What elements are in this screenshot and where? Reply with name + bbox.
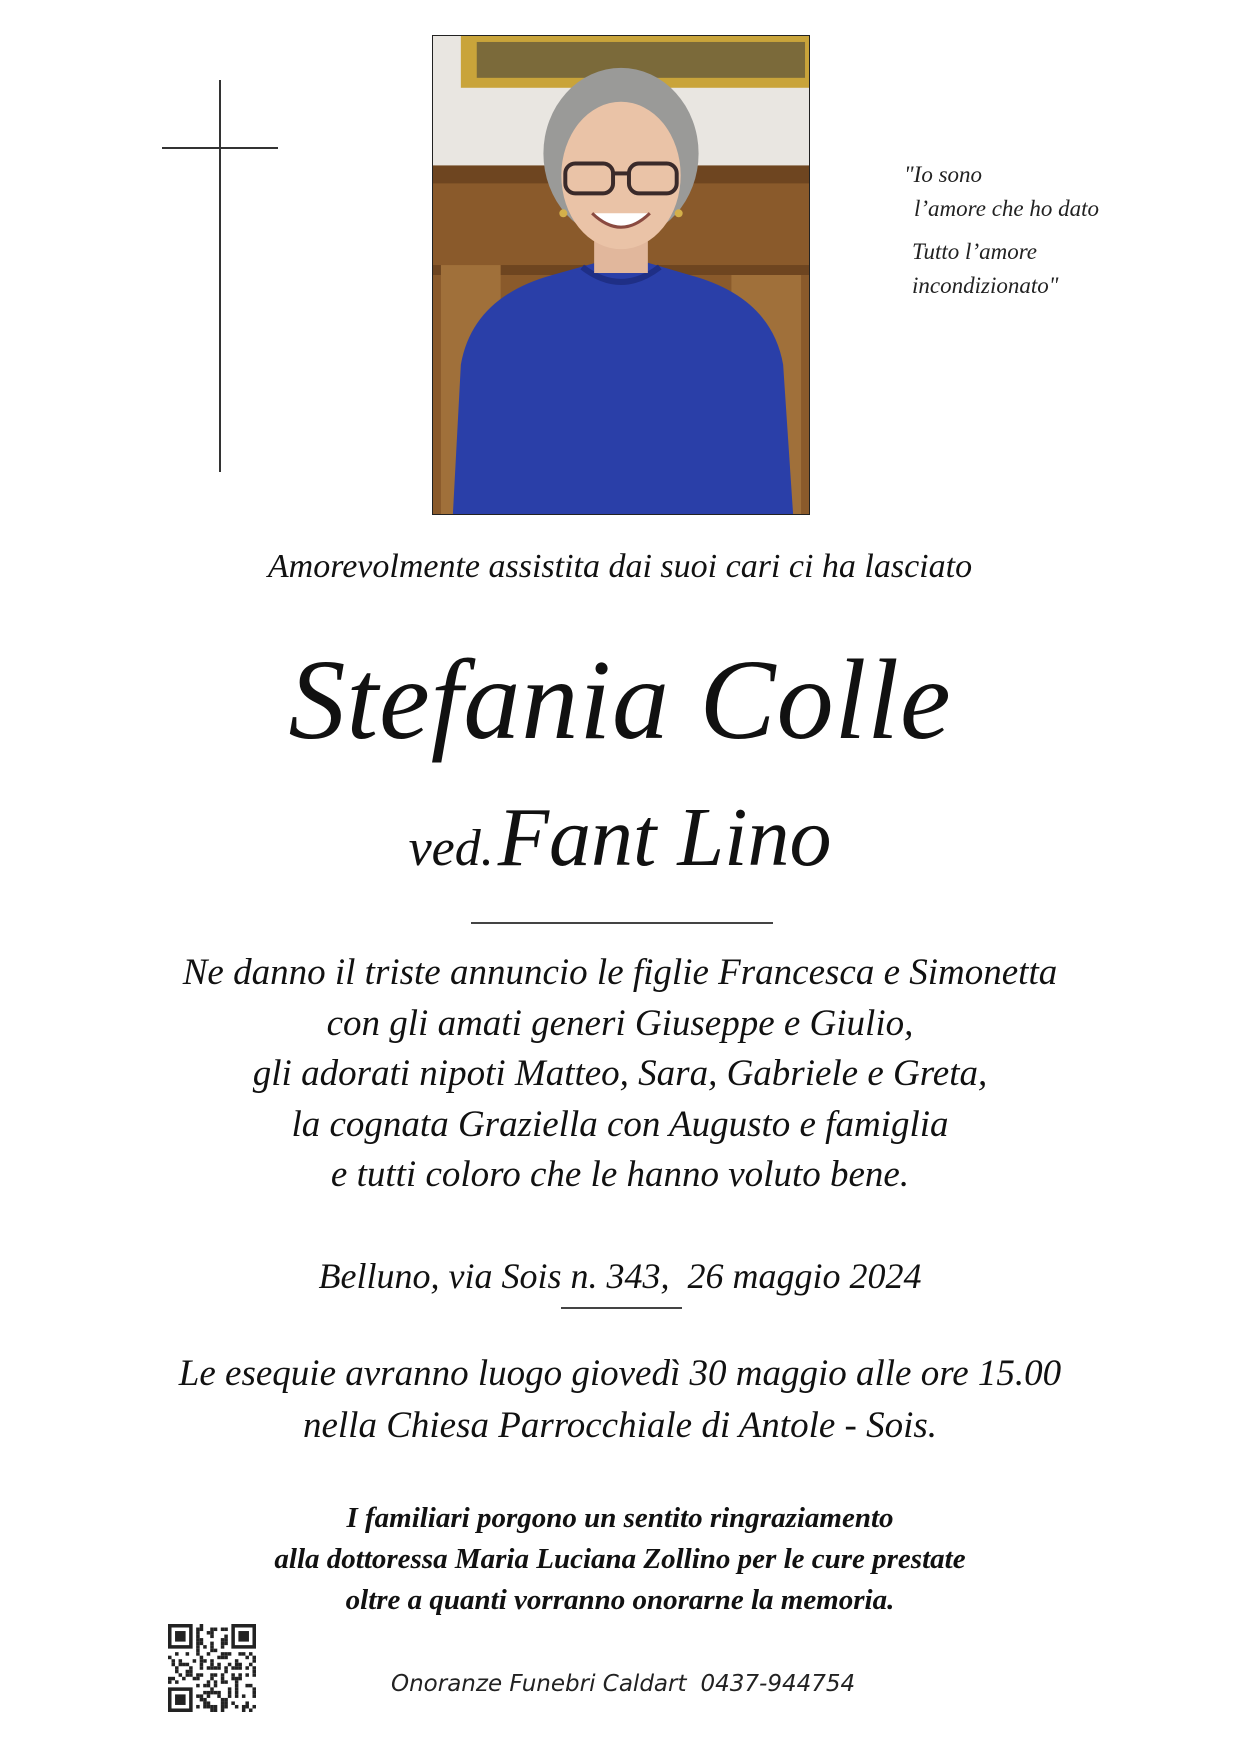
family-announcement [0,948,1240,1201]
intro-text: Amorevolmente assistita dai suoi cari ci ha lasciato [267,548,973,585]
quote-line: "Io sono [904,162,983,187]
funeral-details [0,1348,1240,1452]
agency-phone: 0437-944754 [700,1671,856,1697]
cross-vertical-line [219,80,221,472]
husband-name: Fant Lino [497,791,832,884]
quote-line: incondizionato" [912,273,1059,298]
divider [561,1307,682,1309]
epitaph-quote [904,158,1099,303]
announcement-line: Ne danno il triste annuncio le figlie Francesca e Simonetta [182,952,1058,993]
widow-prefix: ved. [408,820,494,877]
funeral-agency [391,1671,855,1697]
funeral-line: nella Chiesa Parrocchiale di Antole - Sois. [302,1405,938,1446]
qr-code-icon[interactable] [168,1624,256,1712]
agency-name: Onoranze Funebri Caldart [391,1671,687,1697]
thanks-line: oltre a quanti vorranno onorarne la memoria. [345,1584,895,1616]
announcement-line: e tutti coloro che le hanno voluto bene. [330,1154,910,1195]
thanks-line: alla dottoressa Maria Luciana Zollino per le cure prestate [274,1543,966,1575]
announcement-line: la cognata Graziella con Augusto e famiglia [291,1103,949,1145]
announcement-line: con gli amati generi Giuseppe e Giulio, [326,1002,914,1044]
widow-line [0,793,1240,906]
quote-line: Tutto l’amore [912,239,1038,264]
deceased-name: Stefania Colle [288,636,952,763]
announcement-line: gli adorati nipoti Matteo, Sara, Gabriele e Greta, [252,1053,988,1094]
place-date: Belluno, via Sois n. 343, 26 maggio 2024 [318,1256,922,1296]
thanks-note [0,1498,1240,1621]
divider [471,922,773,924]
cross-horizontal-line [162,147,278,149]
quote-line: l’amore che ho dato [914,196,1100,221]
funeral-line: Le esequie avranno luogo giovedì 30 maggio alle ore 15.00 [178,1353,1062,1394]
portrait-photo [432,35,810,515]
thanks-line: I familiari porgono un sentito ringraziamento [346,1502,894,1534]
